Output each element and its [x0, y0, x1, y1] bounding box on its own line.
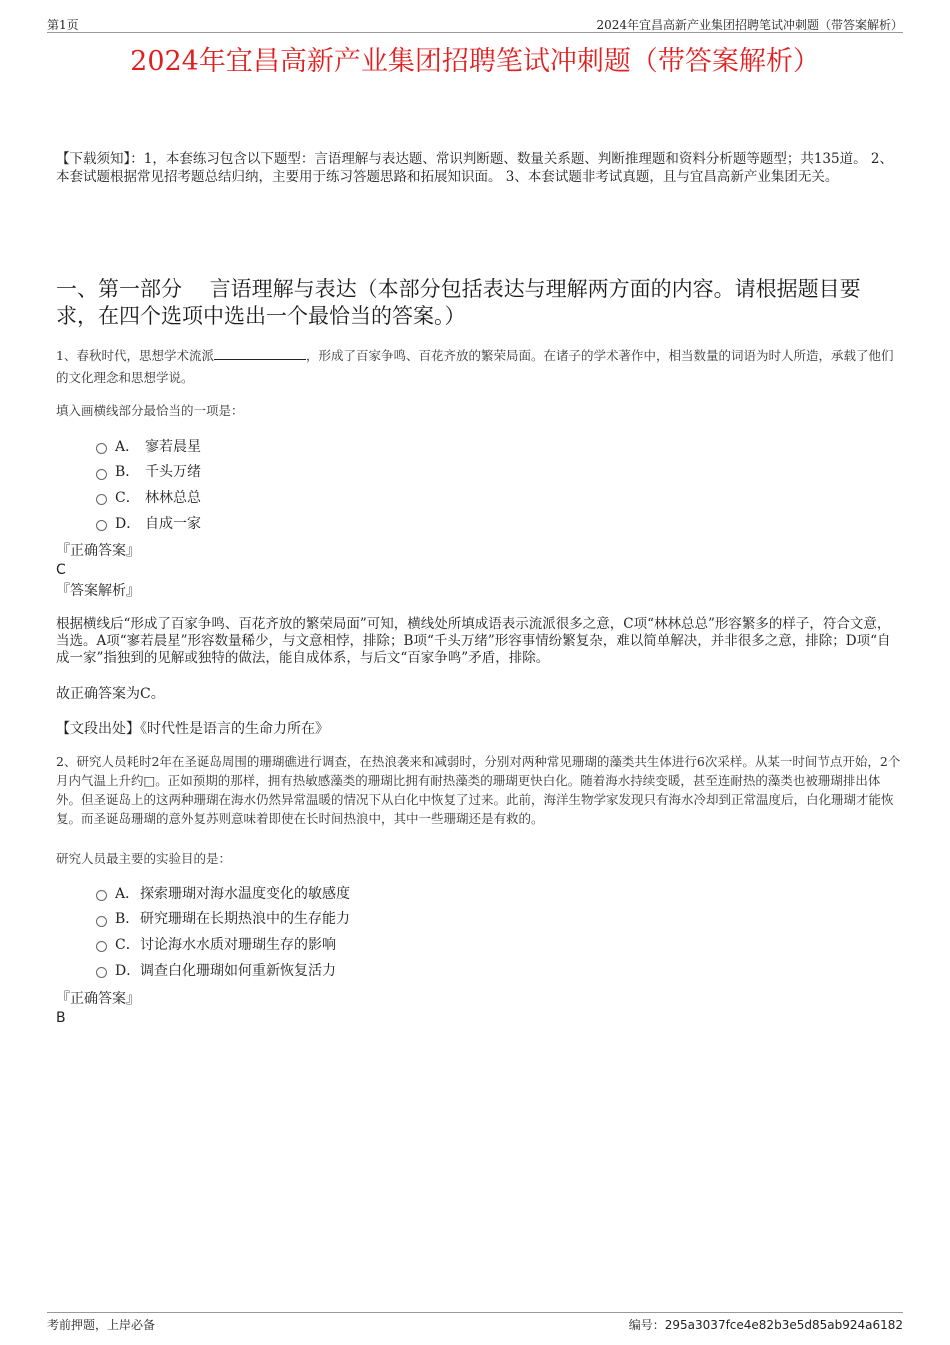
question-2-text: 2、研究人员耗时2年在圣诞岛周围的珊瑚礁进行调查，在热浪袭来和减弱时，分别对两种常见珊瑚的藻类共生体进行6次采样。从某一时间节点开始，2个月内气温上升约□。正如预期的那样，拥有热敏感藻类的珊瑚比拥有耐热藻类的珊瑚更快白化。随着海水持续变暖，甚至连耐热的藻类也被珊瑚排出体外。但圣诞岛上的这两种珊瑚在海水仍然异常温暖的情况下从白化中恢复了过来。此前，海洋生物学家发现只有海水冷却到正常温度后，白化珊瑚才能恢复。而圣诞岛珊瑚的意外复苏则意味着即使在长时间热浪中，其中一些珊瑚还是有救的。 [56, 754, 901, 826]
option-a[interactable]: A． 寥若晨星 [96, 433, 201, 459]
question-2-options [96, 880, 350, 982]
option-a[interactable]: A． 探索珊瑚对海水温度变化的敏感度 [96, 880, 350, 906]
radio-icon[interactable] [96, 494, 107, 505]
option-b[interactable]: B． 千头万绪 [96, 459, 201, 485]
conclusion-1: 故正确答案为C。 [56, 686, 165, 702]
document-title: 2024年宜昌高新产业集团招聘笔试冲刺题（带答案解析） [130, 46, 820, 77]
answer-1: C [56, 562, 66, 578]
radio-icon[interactable] [96, 941, 107, 952]
question-2-stem: 研究人员最主要的实验目的是： [56, 851, 232, 866]
answer-blank [214, 347, 306, 360]
page-header [47, 14, 903, 33]
radio-icon[interactable] [96, 916, 107, 927]
option-d[interactable]: D． 调查白化珊瑚如何重新恢复活力 [96, 957, 350, 983]
option-b[interactable]: B． 研究珊瑚在长期热浪中的生存能力 [96, 906, 350, 932]
question-1-stem: 填入画横线部分最恰当的一项是： [56, 403, 244, 418]
question-1-options [96, 433, 201, 535]
radio-icon[interactable] [96, 890, 107, 901]
answer-heading-2: 『正确答案』 [56, 991, 140, 1007]
header-doc-title: 2024年宜昌高新产业集团招聘笔试冲刺题（带答案解析） [596, 18, 903, 32]
page-number: 第1页 [47, 18, 79, 32]
analysis-1: 根据横线后“形成了百家争鸣、百花齐放的繁荣局面”可知，横线处所填成语表示流派很多之意，C项“林林总总”形容繁多的样子，符合文意，当选。A项“寥若晨星”形容数量稀少，与文意相悖，排除；B项“千头万绪”形容事情纷繁复杂，难以简单解决，并非很多之意，排除；D项“自成一家”指独到的见解或独特的做法，能自成体系，与后文“百家争鸣”矛盾，排除。 [56, 616, 891, 666]
section-heading: 一、第一部分 言语理解与表达（本部分包括表达与理解两方面的内容。请根据题目要求，在四个选项中选出一个最恰当的答案。） [56, 277, 861, 328]
footer-slogan: 考前押题，上岸必备 [47, 1318, 156, 1332]
option-c[interactable]: C． 讨论海水水质对珊瑚生存的影响 [96, 931, 350, 957]
question-1-text: 1、春秋时代，思想学术流派 ，形成了百家争鸣、百花齐放的繁荣局面。在诸子的学术著作中，相当数量的词语为时人所造，承载了他们的文化理念和思想学说。 [56, 348, 894, 385]
source-1: 【文段出处】《时代性是语言的生命力所在》 [56, 721, 329, 737]
radio-icon[interactable] [96, 967, 107, 978]
option-d[interactable]: D． 自成一家 [96, 510, 201, 536]
analysis-heading-1: 『答案解析』 [56, 583, 140, 599]
option-c[interactable]: C． 林林总总 [96, 484, 201, 510]
answer-heading-1: 『正确答案』 [56, 543, 140, 559]
page-footer [47, 1312, 903, 1332]
answer-2: B [56, 1010, 66, 1026]
footer-code: 编号：295a3037fce4e82b3e5d85ab924a6182 [628, 1318, 903, 1332]
radio-icon[interactable] [96, 443, 107, 454]
radio-icon[interactable] [96, 469, 107, 480]
radio-icon[interactable] [96, 520, 107, 531]
download-notice: 【下载须知】：1，本套练习包含以下题型：言语理解与表达题、常识判断题、数量关系题、判断推理题和资料分析题等题型；共135道。 2、本套试题根据常见招考题总结归纳，主要用于练习答题思路和拓展知识面。 3、本套试题非考试真题，且与宜昌高新产业集团无关。 [56, 151, 893, 185]
